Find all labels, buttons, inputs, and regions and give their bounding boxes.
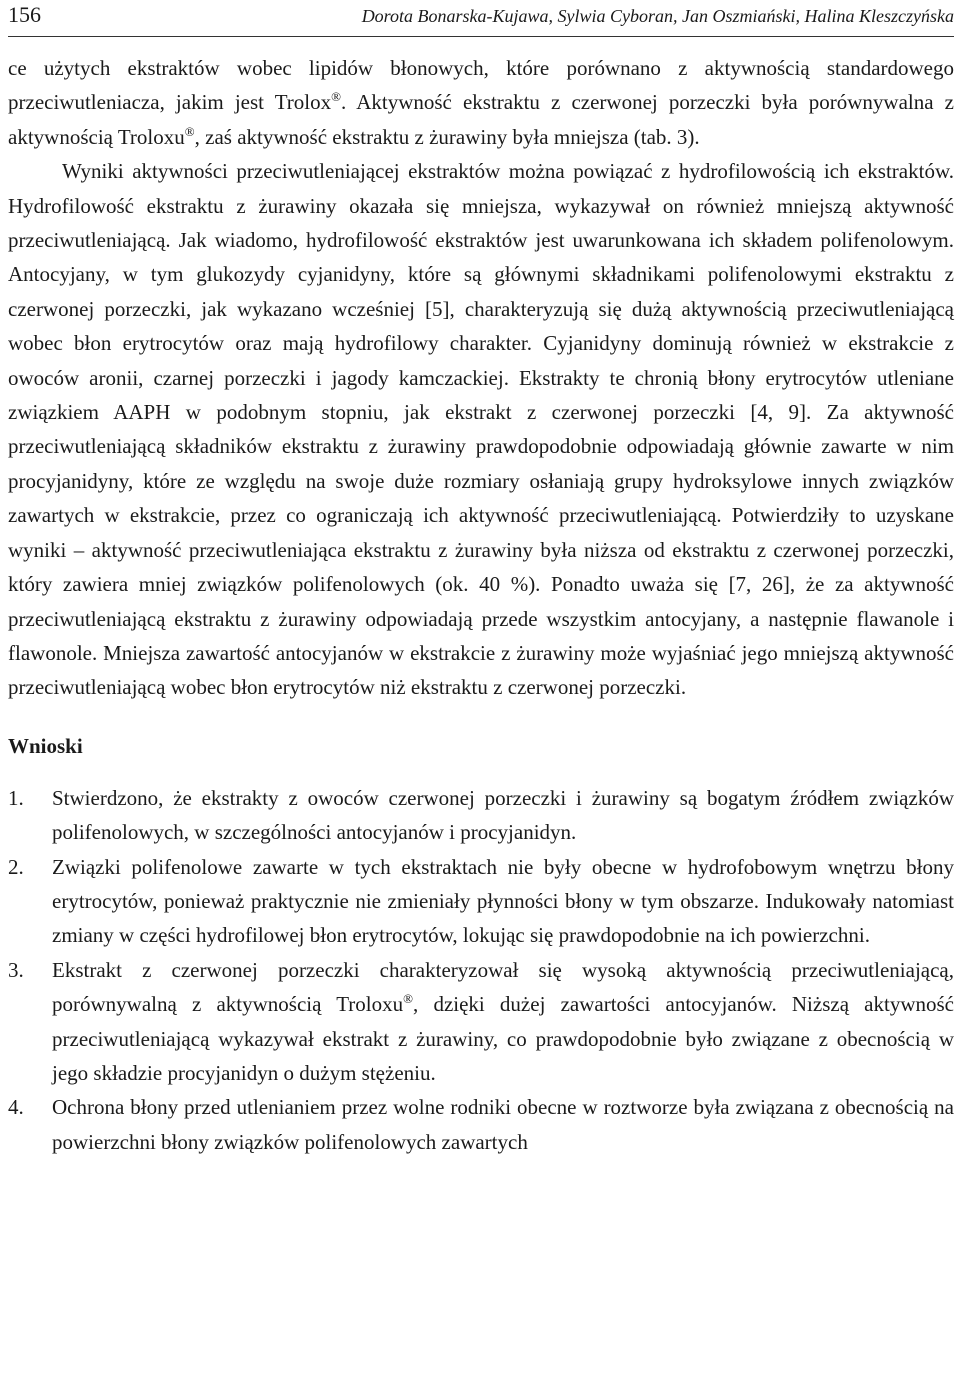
paragraph-text: , zaś aktywność ekstraktu z żurawiny była mniejsza (tab. 3).: [194, 124, 700, 149]
list-item-text: Ekstrakt z czerwonej porzeczki charakteryzował się wysoką aktywnością przeciwutleniającą, porównywalną z aktywnością Troloxu: [52, 957, 954, 1017]
list-item-number: 4.: [8, 1095, 24, 1120]
conclusions-list: [8, 781, 954, 1159]
list-item-text: Stwierdzono, że ekstrakty z owoców czerwonej porzeczki i żurawiny są bogatym źródłem związków polifenolowych, w szczególności antocyjanów i procyjanidyn.: [52, 785, 954, 845]
paragraph-text: ce użytych ekstraktów wobec lipidów błonowych, które porównano z aktywnością standardowego przeciwutleniacza, jakim jest Trolox: [8, 56, 954, 115]
list-item: [8, 781, 954, 850]
list-item-text: Związki polifenolowe zawarte w tych ekstraktach nie były obecne w hydrofobowym wnętrzu błony erytrocytów, ponieważ praktycznie nie zmieniały płynności błony w tym obszarze. Indukowały natomiast zmiany w części hydrofilowej błon erytrocytów, lokując się prawdopodobnie na ich powierzchni.: [52, 854, 954, 948]
list-item: [8, 1090, 954, 1159]
registered-mark: ®: [331, 89, 342, 105]
document-page: [8, 0, 954, 1154]
list-item: [8, 850, 954, 953]
registered-mark: ®: [184, 123, 195, 139]
registered-mark: ®: [403, 991, 414, 1007]
running-head-authors: Dorota Bonarska-Kujawa, Sylwia Cyboran, Jan Oszmiański, Halina Kleszczyńska: [361, 6, 954, 26]
list-item: [8, 953, 954, 1091]
page-number: 156: [8, 2, 41, 27]
body-text: [8, 51, 954, 1159]
paragraph-text: . Aktywność ekstraktu z czerwonej porzeczki była porównywalna z aktywnością Troloxu: [8, 90, 954, 149]
paragraph-continued: [8, 51, 954, 154]
list-item-text: , dzięki dużej zawartości antocyjanów. Niższą aktywność przeciwutleniającą wykazywał ekstrakt z żurawiny, co prawdopodobnie było związane z obecnością w jego składzie procyjanidyn o dużym stężeniu.: [52, 992, 954, 1085]
list-item-number: 1.: [8, 785, 24, 810]
paragraph-discussion: Wyniki aktywności przeciwutleniającej ekstraktów można powiązać z hydrofilowością ich ekstraktów. Hydrofilowość ekstraktu z żurawiny okazała się mniejsza, wykazywał on również mniejszą aktywność przeciwutleniającą. Jak wiadomo, hydrofilowość ekstraktów jest uwarunkowana ich składem polifenolowym. Antocyjany, w tym glukozydy cyjanidyny, które są głównymi składnikami polifenolowymi ekstraktu z czerwonej porzeczki, jak wykazano wcześniej [5], charakteryzują się dużą aktywnością przeciwutleniającą wobec błon erytrocytów oraz mają hydrofilowy charakter. Cyjanidyny dominują również w ekstrakcie z owoców aronii, czarnej porzeczki i jagody kamczackiej. Ekstrakty te chronią błony erytrocytów utleniane związkiem AAPH w podobnym stopniu, jak ekstrakt z czerwonej porzeczki [4, 9]. Za aktywność przeciwutleniającą składników ekstraktu z żurawiny prawdopodobnie odpowiadają głównie zawarte w nim procyjanidyny, które ze względu na swoje duże rozmiary osłaniają grupy hydroksylowe innych związków zawartych w ekstrakcie, przez co ograniczają ich aktywność przeciwutleniającą. Potwierdziły to uzyskane wyniki – aktywność przeciwutleniająca ekstraktu z żurawiny była niższa od ekstraktu z czerwonej porzeczki, który zawiera mniej związków polifenolowych (ok. 40 %). Ponadto uważa się [7, 26], że za aktywność przeciwutleniającą ekstraktu z żurawiny odpowiadają przede wszystkim antocyjany, a następnie flawanole i flawonole. Mniejsza zawartość antocyjanów w ekstrakcie z żurawiny może wyjaśniać jego mniejszą aktywność przeciwutleniającą wobec błon erytrocytów niż ekstraktu z czerwonej porzeczki.: [8, 159, 954, 700]
list-item-number: 2.: [8, 854, 24, 879]
list-item-number: 3.: [8, 957, 24, 982]
section-heading-conclusions: Wnioski: [8, 733, 83, 758]
list-item-text: Ochrona błony przed utlenianiem przez wolne rodniki obecne w roztworze była związana z obecnością na powierzchni błony związków polifenolowych zawartych: [52, 1095, 954, 1154]
page-header: [8, 0, 954, 37]
